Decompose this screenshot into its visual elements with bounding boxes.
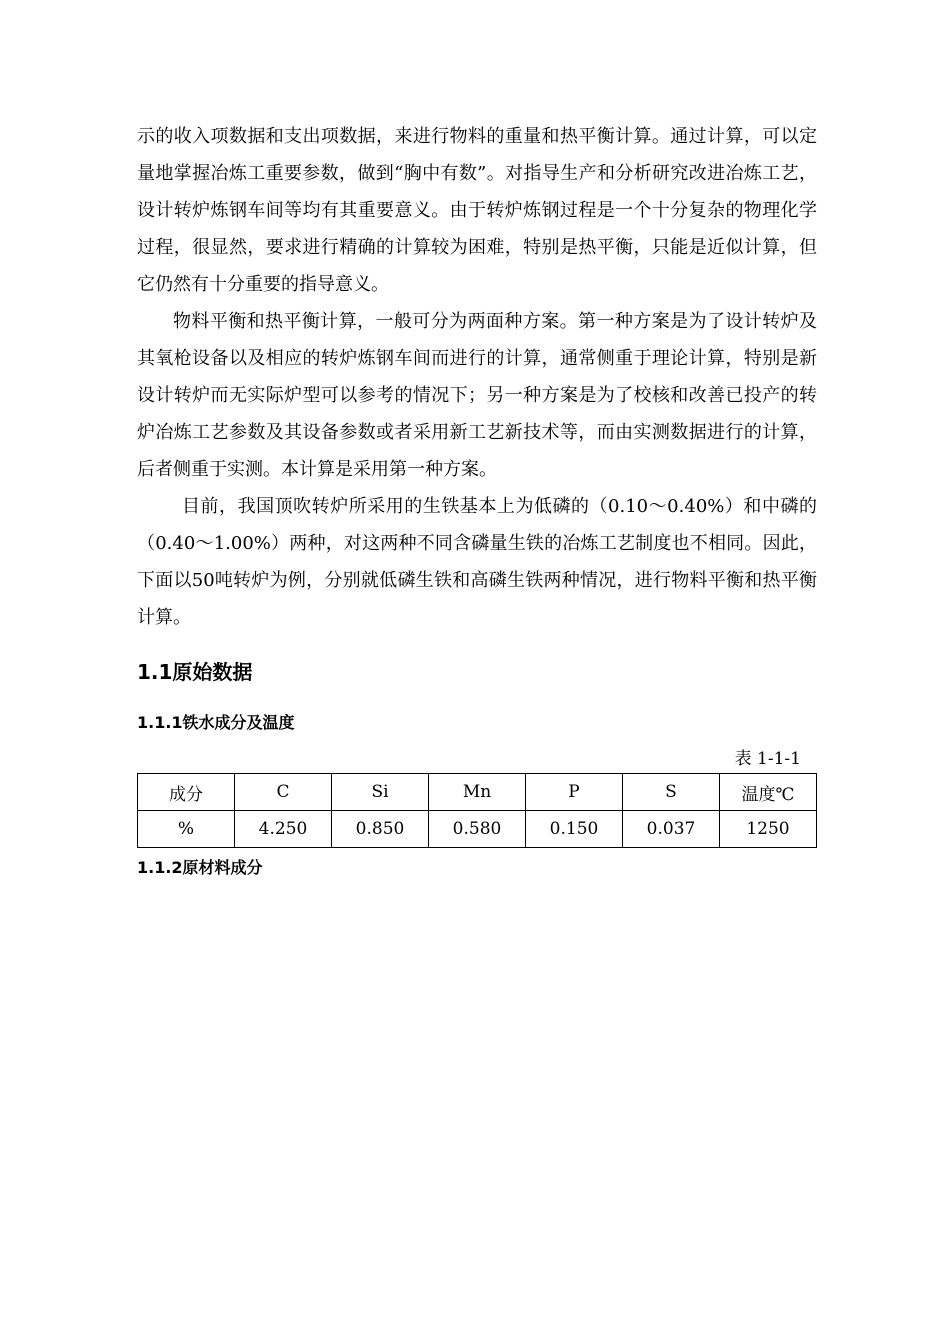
table-cell: 1250: [720, 811, 817, 848]
table-header-cell: C: [235, 774, 332, 811]
table-header-cell: Si: [332, 774, 429, 811]
table-row: [138, 811, 817, 848]
table-header-cell: 温度℃: [720, 774, 817, 811]
table-header-row: [138, 774, 817, 811]
table-caption: 表 1-1-1: [734, 749, 801, 769]
paragraph-3: 目前，我国顶吹转炉所采用的生铁基本上为低磷的（0.10～0.40%）和中磷的（0.40～1.00%）两种，对这两种不同含磷量生铁的冶炼工艺制度也不相同。因此，下面以50吨转炉为例，分别就低磷生铁和高磷生铁两种情况，进行物料平衡和热平衡计算。: [137, 496, 817, 628]
table-cell: 0.850: [332, 811, 429, 848]
table-header-cell: P: [526, 774, 623, 811]
table-header-cell: S: [623, 774, 720, 811]
subsection-heading-1: 1.1.1铁水成分及温度: [137, 713, 295, 732]
paragraph-1: 示的收入项数据和支出项数据，来进行物料的重量和热平衡计算。通过计算，可以定量地掌握冶炼工重要参数，做到“胸中有数”。对指导生产和分析研究改进冶炼工艺，设计转炉炼钢车间等均有其重要意义。由于转炉炼钢过程是一个十分复杂的物理化学过程，很显然，要求进行精确的计算较为困难，特别是热平衡，只能是近似计算，但它仍然有十分重要的指导意义。: [137, 126, 817, 295]
subsection-heading-2: 1.1.2原材料成分: [137, 858, 263, 877]
table-header-cell: Mn: [429, 774, 526, 811]
section-heading: 1.1原始数据: [137, 660, 253, 684]
paragraph-2: 物料平衡和热平衡计算，一般可分为两面种方案。第一种方案是为了设计转炉及其氧枪设备以及相应的转炉炼钢车间而进行的计算，通常侧重于理论计算，特别是新设计转炉而无实际炉型可以参考的情况下；另一种方案是为了校核和改善已投产的转炉冶炼工艺参数及其设备参数或者采用新工艺新技术等，而由实测数据进行的计算，后者侧重于实测。本计算是采用第一种方案。: [137, 311, 817, 480]
composition-table: [137, 773, 817, 848]
table-cell: 0.037: [623, 811, 720, 848]
table-cell: 0.580: [429, 811, 526, 848]
table-header-cell: 成分: [138, 774, 235, 811]
body-text: [137, 118, 817, 636]
table-cell: 4.250: [235, 811, 332, 848]
table-cell: %: [138, 811, 235, 848]
table-cell: 0.150: [526, 811, 623, 848]
